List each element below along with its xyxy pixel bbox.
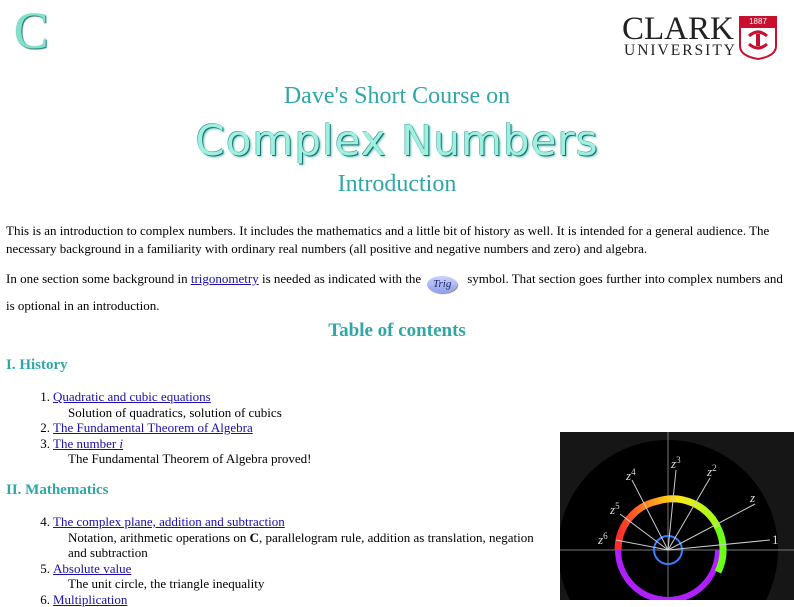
intro-paragraph: This is an introduction to complex numbers. It includes the mathematics and a little bit of history as well. It is intended for a general audience. The necessary background in a familiarity with ordinary real numbers (all positive and negative numbers and zero) and algebra. xyxy=(6,222,794,258)
item-number: 6. xyxy=(38,592,50,607)
list-item xyxy=(38,389,548,420)
logo-name: CLARK xyxy=(622,10,734,48)
item-number: 4. xyxy=(38,514,50,530)
logo-sub: UNIVERSITY xyxy=(624,42,737,60)
toc-link-quadratic-cubic[interactable]: Quadratic and cubic equations xyxy=(53,389,211,404)
section-heading-mathematics: II. Mathematics xyxy=(6,482,108,499)
item-description: The unit circle, the triangle inequality xyxy=(68,576,548,592)
toc-link-fundamental-theorem[interactable]: The Fundamental Theorem of Algebra xyxy=(53,420,253,435)
desc-text: Notation, arithmetic operations on xyxy=(68,530,250,545)
label-z6: $z^6$ xyxy=(597,531,608,547)
section-heading-history: I. History xyxy=(6,357,68,374)
item-number: 3. xyxy=(38,436,50,452)
roots-of-unity-figure xyxy=(560,432,794,600)
toc-list-history xyxy=(38,389,548,467)
link-italic-i: i xyxy=(119,436,123,451)
toc-list-mathematics xyxy=(38,514,548,607)
label-1: 1 xyxy=(772,532,779,547)
course-line: Dave's Short Course on xyxy=(0,82,794,110)
item-number: 5. xyxy=(38,561,50,577)
list-item xyxy=(38,420,548,436)
item-number: 1. xyxy=(38,389,50,405)
toc-title: Table of contents xyxy=(0,320,794,342)
label-z5: $z^5$ xyxy=(609,501,620,517)
trigonometry-link[interactable]: trigonometry xyxy=(191,271,259,286)
label-z3: $z^3$ xyxy=(670,455,681,471)
list-item xyxy=(38,592,548,607)
item-number: 2. xyxy=(38,420,50,436)
label-z2: $z^2$ xyxy=(706,463,717,479)
toc-link-multiplication[interactable]: Multiplication xyxy=(53,592,127,607)
list-item xyxy=(38,436,548,467)
page-header xyxy=(0,82,794,198)
trig-note-text-start: In one section some background in xyxy=(6,271,191,286)
link-text: The number xyxy=(53,436,119,451)
desc-bold-c: C xyxy=(250,530,259,545)
clark-university-logo[interactable] xyxy=(620,14,780,60)
toc-link-number-i[interactable] xyxy=(53,436,123,451)
list-item xyxy=(38,561,548,592)
item-description: Solution of quadratics, solution of cubics xyxy=(68,405,548,421)
trig-note-text-end: symbol. That section goes further into complex numbers and is optional in an introduction. xyxy=(6,271,783,313)
trig-note-text-middle: is needed as indicated with the xyxy=(259,271,421,286)
page-subtitle: Introduction xyxy=(0,170,794,198)
toc-link-absolute-value[interactable]: Absolute value xyxy=(53,561,131,576)
university-seal-icon xyxy=(738,16,778,60)
item-description: The Fundamental Theorem of Algebra proved! xyxy=(68,451,548,467)
page-title: Complex Numbers xyxy=(0,116,794,166)
course-letter-badge: C xyxy=(14,2,49,62)
label-z4: $z^4$ xyxy=(625,467,636,483)
toc-link-complex-plane[interactable]: The complex plane, addition and subtraction xyxy=(53,514,285,529)
list-item xyxy=(38,514,548,561)
intro-section xyxy=(6,222,794,258)
item-description xyxy=(68,530,548,561)
trig-symbol-icon: Trig xyxy=(427,276,457,293)
logo-year: 1887 xyxy=(749,17,767,26)
desc-text-end: , parallelogram rule, addition as translation, negation and subtraction xyxy=(68,530,534,561)
label-z: z xyxy=(749,490,755,505)
trig-note xyxy=(6,266,794,319)
